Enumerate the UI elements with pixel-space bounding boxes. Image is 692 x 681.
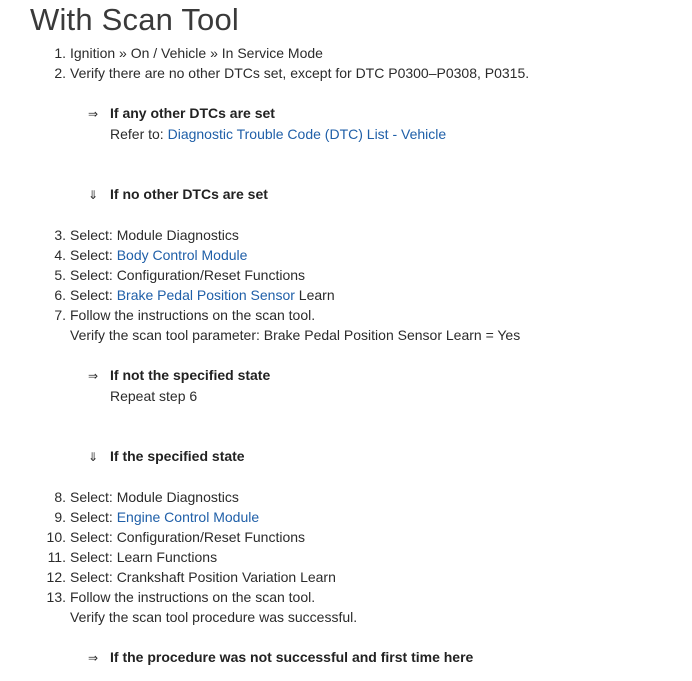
step-number: 2. [54, 65, 66, 81]
step-text: Select: Module Diagnostics [70, 227, 239, 243]
step-number: 8. [54, 489, 66, 505]
condition-no-other-dtcs [88, 184, 268, 205]
step-number: 7. [54, 307, 66, 323]
condition-not-specified-state [88, 365, 270, 386]
condition-specified-state [88, 446, 245, 467]
step-number: 10. [46, 529, 66, 545]
dtc-list-link[interactable]: Diagnostic Trouble Code (DTC) List - Vehicle [167, 126, 447, 142]
step-text: Select: [70, 287, 117, 303]
step-number: 12. [46, 569, 66, 585]
step-text: Follow the instructions on the scan tool. [70, 589, 316, 605]
step-text: Select: Configuration/Reset Functions [70, 267, 306, 283]
step-7-verify: Verify the scan tool parameter: Brake Pedal Position Sensor Learn = Yes [70, 327, 521, 343]
double-arrow-down-icon: ⇓ [88, 450, 99, 464]
engine-control-module-link[interactable]: Engine Control Module [116, 509, 260, 525]
step-number: 11. [47, 549, 66, 565]
condition-procedure-not-successful [88, 647, 473, 668]
step-text: Select: Crankshaft Position Variation Learn [70, 569, 336, 585]
step-text: Select: Module Diagnostics [70, 489, 239, 505]
step-number: 3. [54, 227, 66, 243]
step-number: 13. [46, 589, 66, 605]
step-text: Ignition » On / Vehicle » In Service Mode [70, 45, 323, 61]
page-title: With Scan Tool [30, 2, 239, 37]
condition-text: If the specified state [110, 448, 245, 464]
step-text: Select: [70, 509, 117, 525]
double-arrow-right-icon: ⇒ [88, 369, 99, 383]
step-number: 5. [54, 267, 66, 283]
step-text: Select: Learn Functions [70, 549, 218, 565]
step-text-suffix: Learn [294, 287, 335, 303]
step-text: Select: [70, 247, 117, 263]
brake-pedal-position-sensor-link[interactable]: Brake Pedal Position Sensor [116, 287, 295, 303]
condition-text: If not the specified state [110, 367, 271, 383]
condition-text: If no other DTCs are set [110, 186, 268, 202]
body-control-module-link[interactable]: Body Control Module [116, 247, 248, 263]
repeat-step-text: Repeat step 6 [110, 388, 198, 404]
refer-to-line [110, 124, 446, 144]
step-text: Verify there are no other DTCs set, except for DTC P0300–P0308, P0315. [70, 65, 530, 81]
step-number: 4. [54, 247, 66, 263]
step-text: Follow the instructions on the scan tool. [70, 307, 316, 323]
double-arrow-down-icon: ⇓ [88, 188, 99, 202]
step-text: Select: Configuration/Reset Functions [70, 529, 306, 545]
double-arrow-right-icon: ⇒ [88, 651, 99, 665]
condition-other-dtcs-set [88, 103, 275, 124]
double-arrow-right-icon: ⇒ [88, 107, 99, 121]
step-number: 1. [54, 45, 66, 61]
step-13-verify: Verify the scan tool procedure was successful. [70, 609, 358, 625]
step-number: 9. [54, 509, 66, 525]
condition-text: If any other DTCs are set [110, 105, 275, 121]
condition-text: If the procedure was not successful and first time here [110, 649, 474, 665]
step-number: 6. [54, 287, 66, 303]
refer-prefix: Refer to: [110, 126, 168, 142]
